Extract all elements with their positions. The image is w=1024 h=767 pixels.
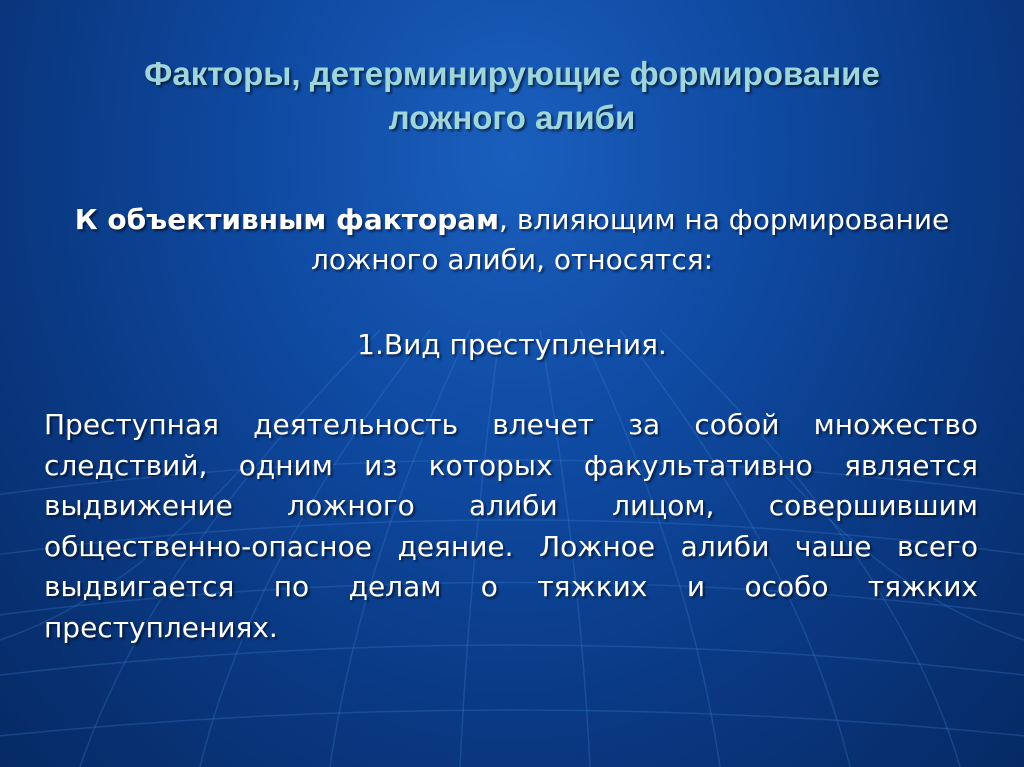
slide-title (40, 52, 984, 140)
body-paragraph: Преступная деятельность влечет за собой множество следствий, одним из которых факультативно является выдвижение ложного алиби лицом, совершившим общественно-опасное деяние. Ложное алиби чаше всего выдвигается по делам о тяжких и особо тяжких преступлениях. (44, 408, 978, 644)
subtitle-text: , влияющим на формирование ложного алиби, относятся: (310, 203, 950, 276)
list-item-1: 1.Вид преступления. (357, 328, 667, 361)
slide-title-line-2: ложного алиби (388, 99, 636, 136)
subtitle-emphasis: К объективным факторам (74, 203, 500, 236)
slide-title-line-1: Факторы, детерминирующие формирование (144, 55, 880, 92)
slide-subtitle (60, 200, 964, 280)
